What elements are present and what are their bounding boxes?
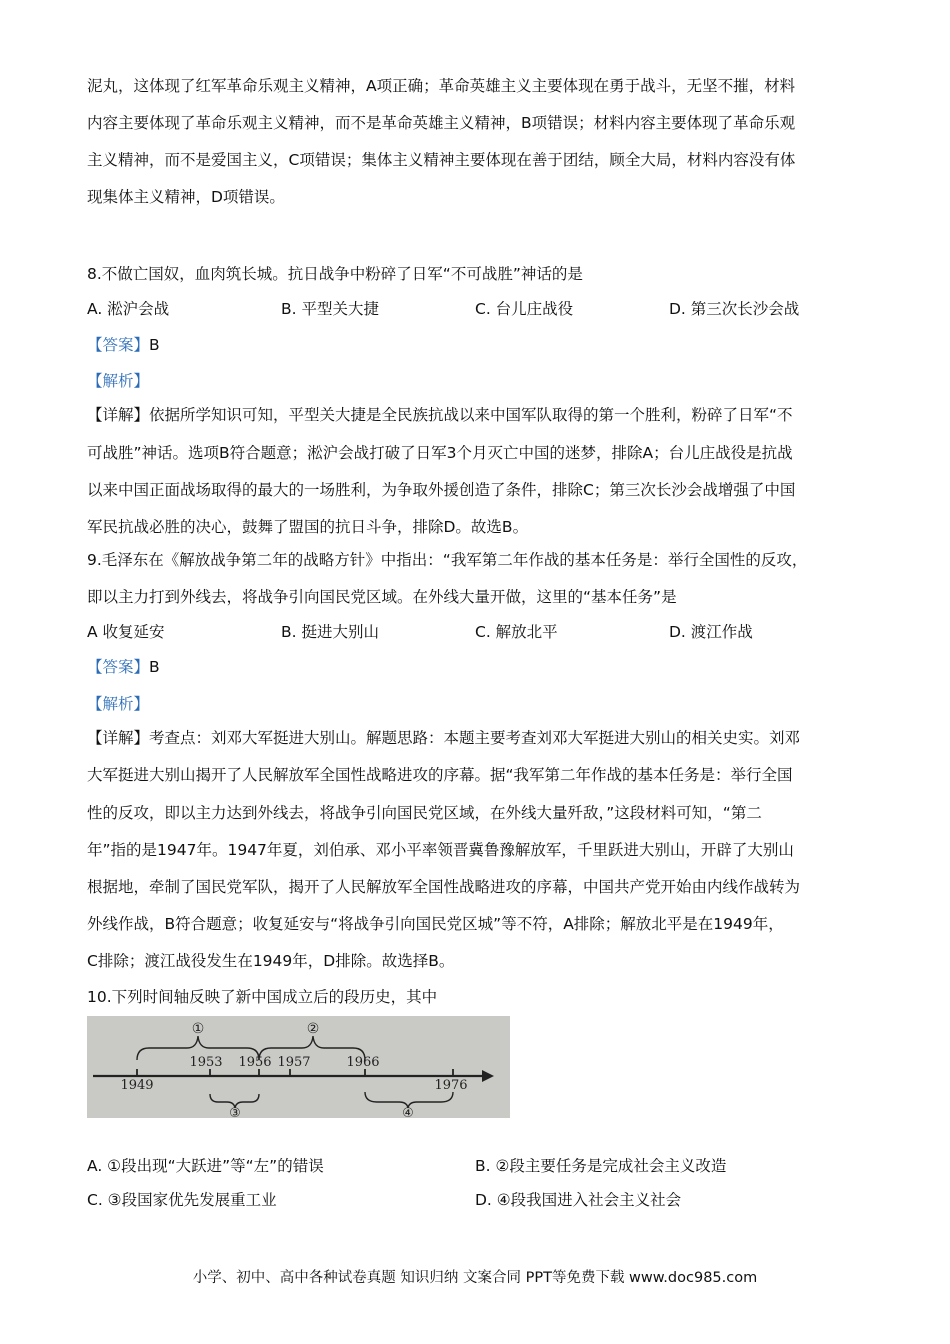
segment-label-1: ① (191, 1021, 205, 1037)
question-stem: 8.不做亡国奴，血肉筑长城。抗日战争中粉碎了日军“不可战胜”神话的是 (87, 265, 583, 283)
page-footer: 小学、初中、高中各种试卷真题 知识归纳 文案合同 PPT等免费下载 www.doc985.com (192, 1270, 758, 1286)
option-a: A. 淞沪会战 (87, 300, 170, 318)
year-label: 1966 (346, 1055, 380, 1070)
detail-line (87, 403, 793, 425)
answer-tag: 【答案】 (87, 336, 150, 354)
segment-label-2: ② (306, 1021, 320, 1037)
option-c: C. 解放北平 (475, 623, 558, 641)
option-b: B. ②段主要任务是完成社会主义改造 (475, 1157, 727, 1175)
answer-tag: 【答案】 (87, 658, 150, 676)
text-line: 内容主要体现了革命乐观主义精神，而不是革命英雄主义精神，B项错误；材料内容主要体现了革命乐观 (87, 114, 796, 132)
arrow-head-icon (482, 1070, 494, 1082)
question-stem: 即以主力打到外线去，将战争引向国民党区域。在外线大量开做，这里的“基本任务”是 (87, 588, 677, 606)
detail-line: 大军挺进大别山揭开了人民解放军全国性战略进攻的序幕。据“我军第二年作战的基本任务是：举行全国 (87, 766, 793, 784)
detail-line (87, 726, 800, 748)
option-c: C. 台儿庄战役 (475, 300, 574, 318)
analysis-tag: 【解析】 (87, 372, 150, 390)
option-b: B. 挺进大别山 (281, 623, 379, 641)
option-d: D. ④段我国进入社会主义社会 (475, 1191, 682, 1209)
analysis-tag: 【解析】 (87, 695, 150, 713)
detail-tag: 【详解】 (87, 406, 150, 424)
text-line: 泥丸，这体现了红军革命乐观主义精神，A项正确；革命英雄主义主要体现在勇于战斗，无坚不摧，材料 (87, 77, 796, 95)
answer-value: B (149, 336, 160, 354)
detail-tag: 【详解】 (87, 729, 150, 747)
year-label: 1949 (120, 1078, 154, 1093)
detail-line: 可战胜”神话。选项B符合题意；淞沪会战打破了日军3个月灭亡中国的迷梦，排除A；台儿庄战役是抗战 (87, 444, 793, 462)
detail-line: 外线作战，B符合题意；收复延安与“将战争引向国民党区城”等不符，A排除；解放北平是在1949年， (87, 915, 784, 933)
detail-line: 年”指的是1947年。1947年夏，刘伯承、邓小平率领晋冀鲁豫解放军，千里跃进大别山，开辟了大别山 (87, 841, 794, 859)
option-a: A. ①段出现“大跃进”等“左”的错误 (87, 1157, 324, 1175)
year-label: 1953 (189, 1055, 223, 1070)
detail-line: 性的反攻，即以主力达到外线去，将战争引向国民党区域，在外线大量歼敌，”这段材料可知，“第二 (87, 804, 762, 822)
segment-label-3: ③ (229, 1106, 241, 1118)
option-d: D. 渡江作战 (669, 623, 753, 641)
timeline-svg (87, 1016, 510, 1118)
detail-line: 根据地，牵制了国民党军队，揭开了人民解放军全国性战略进攻的序幕，中国共产党开始由内线作战转为 (87, 878, 801, 896)
timeline-figure (87, 1016, 510, 1118)
option-d: D. 第三次长沙会战 (669, 300, 800, 318)
year-label: 1976 (434, 1078, 468, 1093)
year-label: 1957 (277, 1055, 311, 1070)
segment-label-4: ④ (402, 1106, 414, 1118)
answer-value: B (149, 658, 160, 676)
text-line: 主义精神，而不是爱国主义，C项错误；集体主义精神主要体现在善于团结，顾全大局，材料内容没有体 (87, 151, 796, 169)
answer-line (87, 333, 160, 355)
question-stem: 10.下列时间轴反映了新中国成立后的段历史，其中 (87, 988, 438, 1006)
detail-line: 以来中国正面战场取得的最大的一场胜利，为争取外援创造了条件，排除C；第三次长沙会战增强了中国 (87, 481, 796, 499)
option-c: C. ③段国家优先发展重工业 (87, 1191, 277, 1209)
question-stem: 9.毛泽东在《解放战争第二年的战略方针》中指出：“我军第二年作战的基本任务是：举行全国性的反攻， (87, 551, 808, 569)
year-label: 1956 (238, 1055, 272, 1070)
detail-line: C排除；渡江战役发生在1949年，D排除。故选择B。 (87, 952, 455, 970)
option-b: B. 平型关大捷 (281, 300, 379, 318)
answer-line (87, 655, 160, 677)
detail-text: 考查点：刘邓大军挺进大别山。解题思路：本题主要考查刘邓大军挺进大别山的相关史实。刘邓 (149, 729, 801, 747)
option-a: A 收复延安 (87, 623, 165, 641)
detail-text: 依据所学知识可知，平型关大捷是全民族抗战以来中国军队取得的第一个胜利，粉碎了日军“不 (149, 406, 793, 424)
detail-line: 军民抗战必胜的决心，鼓舞了盟国的抗日斗争，排除D。故选B。 (87, 518, 529, 536)
text-line: 现集体主义精神，D项错误。 (87, 188, 285, 206)
